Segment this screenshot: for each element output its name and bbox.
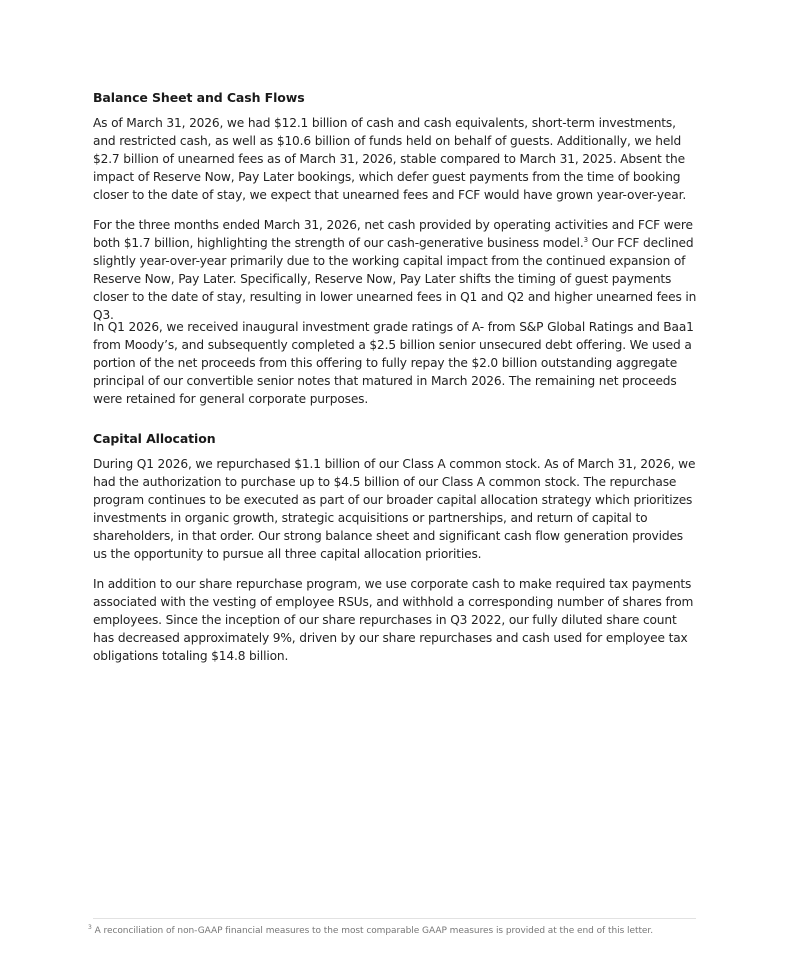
paragraph-credit-ratings: In Q1 2026, we received inaugural investment grade ratings of A- from S&P Global Ratings and Baa1 from Moody’s, and subsequently completed a $2.5 billion senior unsecured debt offering. We used a portion of the net proceeds from this offering to fully repay the $2.0 billion outstanding aggregate principal of our convertible senior notes that matured in March 2026. The remaining net proceeds were retained for general corporate purposes.: [93, 320, 694, 406]
paragraph-share-repurchase: During Q1 2026, we repurchased $1.1 billion of our Class A common stock. As of March 31, 2026, we had the authorization to purchase up to $4.5 billion of our Class A common stock. The repurchase program continues to be executed as part of our broader capital allocation strategy which prioritizes investments in organic growth, strategic acquisitions or partnerships, and return of capital to shareholders, in that order. Our strong balance sheet and significant cash flow generation provides us the opportunity to pursue all three capital allocation priorities.: [93, 457, 696, 561]
section-heading-balance-sheet: Balance Sheet and Cash Flows: [93, 90, 305, 105]
footnote-divider: [93, 918, 696, 919]
paragraph-tax-withholding: In addition to our share repurchase program, we use corporate cash to make required tax payments associated with the vesting of employee RSUs, and withhold a corresponding number of shares from employees. Since the inception of our share repurchases in Q3 2022, our fully diluted share count has decreased approximately 9%, driven by our share repurchases and cash used for employee tax obligations totaling $14.8 billion.: [93, 577, 694, 663]
footnote-reference: 3: [583, 235, 588, 244]
paragraph-text: For the three months ended March 31, 2026, net cash provided by operating activities and FCF were both $1.7 billion, highlighting the strength of our cash-generative business model.: [93, 218, 693, 250]
footnote-number: 3: [88, 924, 92, 931]
paragraph-cash-position: As of March 31, 2026, we had $12.1 billion of cash and cash equivalents, short-term investments, and restricted cash, as well as $10.6 billion of funds held on behalf of guests. Additionally, we held $2.7 billion of unearned fees as of March 31, 2026, stable compared to March 31, 2025. Absent the impact of Reserve Now, Pay Later bookings, which defer guest payments from the time of booking closer to the date of stay, we expect that unearned fees and FCF would have grown year-over-year.: [93, 116, 687, 202]
footnote: [88, 926, 653, 936]
footnote-text: A reconciliation of non-GAAP financial measures to the most comparable GAAP measures is provided at the end of this letter.: [91, 926, 654, 936]
section-heading-capital-allocation: Capital Allocation: [93, 431, 216, 446]
paragraph-operating-cash-flow: [93, 216, 698, 324]
paragraph-text: Our FCF declined slightly year-over-year primarily due to the working capital impact from the continued expansion of Reserve Now, Pay Later. Specifically, Reserve Now, Pay Later shifts the timing of guest payments closer to the date of stay, resulting in lower unearned fees in Q1 and Q2 and higher unearned fees in Q3.: [93, 236, 697, 322]
